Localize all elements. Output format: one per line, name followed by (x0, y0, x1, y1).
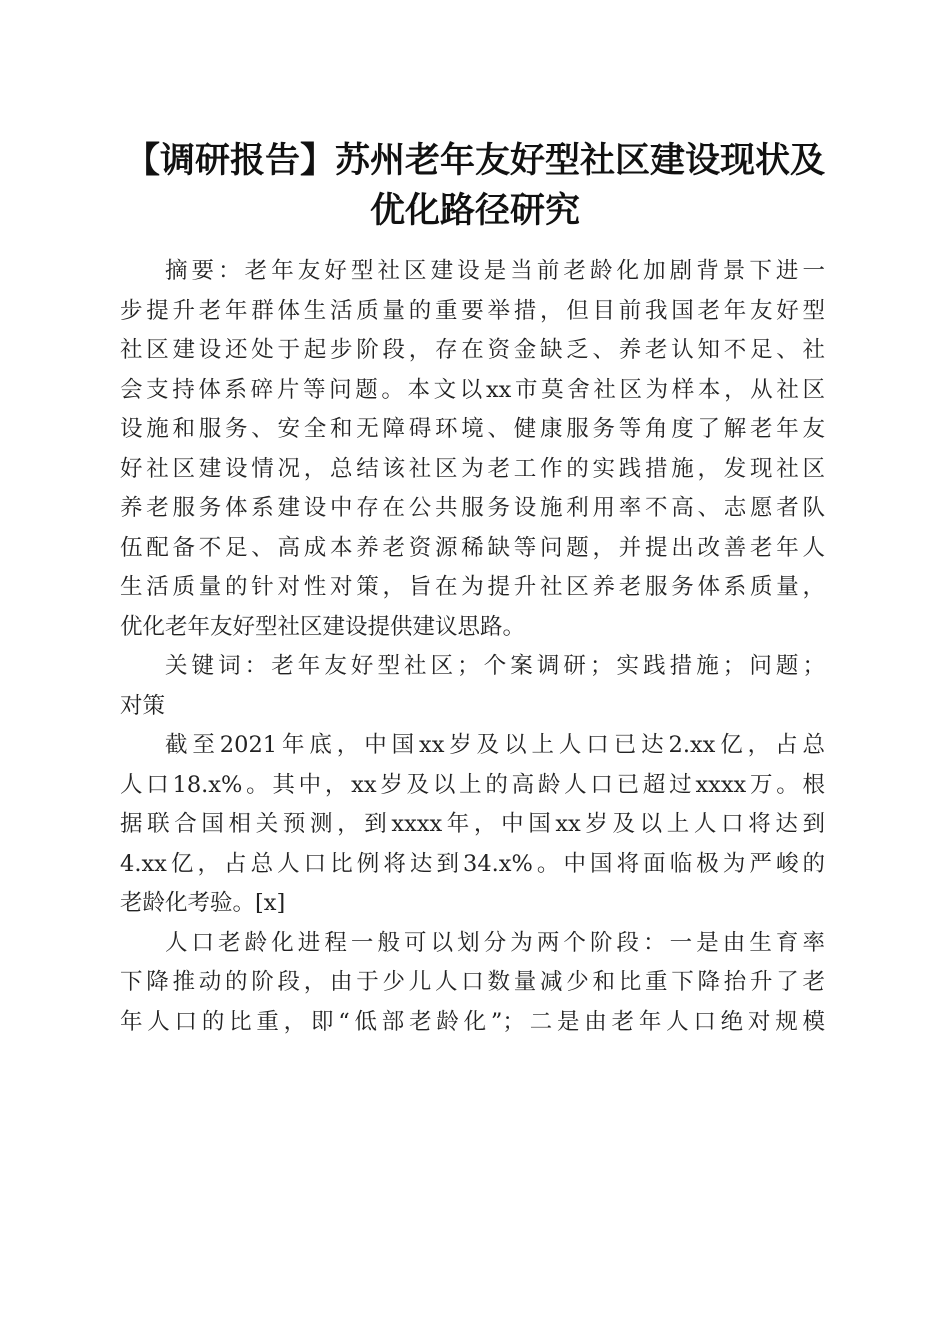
keywords-line: 关键词：老年友好型社区；个案调研；实践措施；问题； (165, 653, 825, 679)
abstract-line: 好社区建设情况，总结该社区为老工作的实践措施，发现社区 (120, 455, 825, 482)
abstract-line: 优化老年友好型社区建设提供建议思路。 (120, 613, 526, 640)
paragraph-line: 老龄化考验。[x] (120, 890, 286, 916)
paragraph-line: 年人口的比重，即“低部老龄化”；二是由老年人口绝对规模 (120, 1008, 825, 1035)
abstract-paragraph (120, 252, 825, 647)
abstract-line: 养老服务体系建设中存在公共服务设施利用率不高、志愿者队 (120, 495, 825, 521)
paragraph-line: 下降推动的阶段，由于少儿人口数量减少和比重下降抬升了老 (120, 969, 825, 995)
keywords-paragraph (120, 647, 825, 726)
abstract-line: 摘要：老年友好型社区建设是当前老龄化加剧背景下进一 (165, 258, 825, 284)
abstract-line: 会支持体系碎片等问题。本文以xx市莫舍社区为样本，从社区 (120, 376, 825, 403)
body-paragraph-2 (120, 924, 825, 1043)
document-title (100, 136, 850, 236)
paragraph-line: 人口老龄化进程一般可以划分为两个阶段：一是由生育率 (165, 929, 825, 956)
abstract-line: 社区建设还处于起步阶段，存在资金缺乏、养老认知不足、社 (120, 337, 825, 363)
document-body (120, 252, 825, 1042)
paragraph-line: 4.xx亿，占总人口比例将达到34.x%。中国将面临极为严峻的 (120, 850, 825, 877)
abstract-line: 生活质量的针对性对策，旨在为提升社区养老服务体系质量， (120, 574, 825, 600)
body-paragraph-1 (120, 726, 825, 924)
abstract-line: 设施和服务、安全和无障碍环境、健康服务等角度了解老年友 (120, 416, 825, 442)
abstract-line: 步提升老年群体生活质量的重要举措，但目前我国老年友好型 (120, 297, 825, 324)
paragraph-line: 据联合国相关预测，到xxxx年，中国xx岁及以上人口将达到 (120, 811, 825, 837)
keywords-line: 对策 (120, 692, 166, 719)
title-line-1: 【调研报告】苏州老年友好型社区建设现状及 (124, 140, 825, 181)
paragraph-line: 人口18.x%。其中，xx岁及以上的高龄人口已超过xxxx万。根 (120, 771, 825, 798)
abstract-line: 伍配备不足、高成本养老资源稀缺等问题，并提出改善老年人 (120, 534, 825, 561)
title-line-2: 优化路径研究 (369, 190, 580, 231)
paragraph-line: 截至2021年底，中国xx岁及以上人口已达2.xx亿，占总 (165, 732, 825, 758)
